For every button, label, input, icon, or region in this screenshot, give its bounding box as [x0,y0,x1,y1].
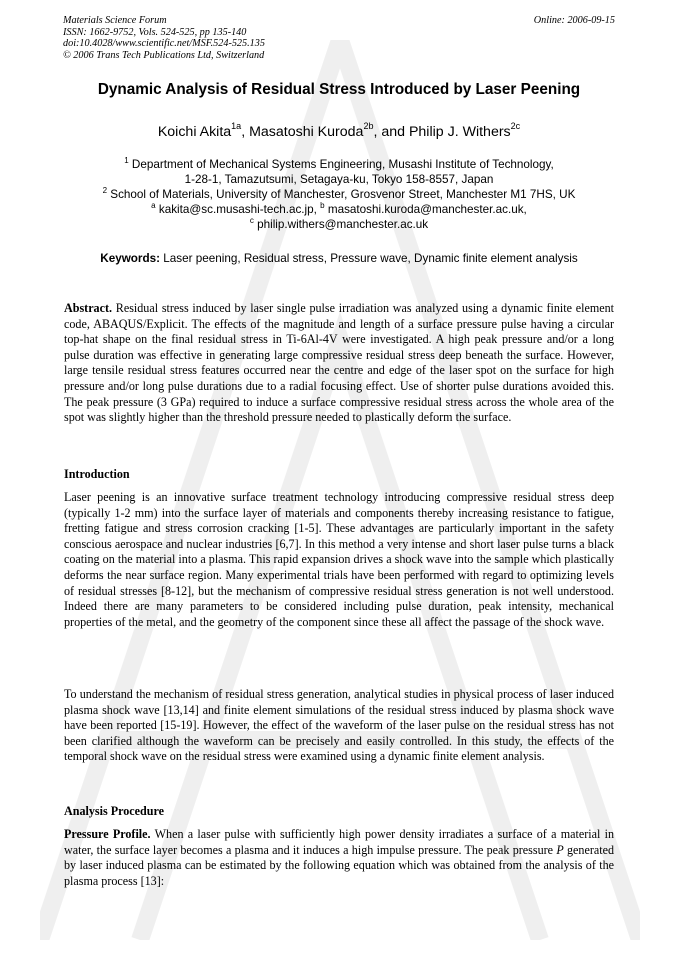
affiliation-superscript: 1 [124,156,129,165]
affiliation-2 [0,187,678,202]
keywords-label: Keywords: [100,252,161,265]
email-superscript: a [151,201,156,210]
author-superscript: 2c [510,121,521,131]
author-superscript: 1a [231,121,242,131]
author-list [0,121,678,140]
author-superscript: 2b [363,121,374,131]
paper-title: Dynamic Analysis of Residual Stress Introduced by Laser Peening [97,81,581,98]
paragraph-text: When a laser pulse with sufficiently high power density irradiates a surface of a material in water, the surface layer becomes a plasma and it induces a high impulse pressure. The peak pressure [64,827,615,857]
keywords [0,252,678,265]
section-heading-analysis-procedure: Analysis Procedure [64,804,164,818]
email-address: philip.withers@manchester.ac.uk [253,218,429,231]
online-date: Online: 2006-09-15 [533,15,615,26]
introduction-paragraph-2: To understand the mechanism of residual stress generation, analytical studies in physical process of laser induced plasma shock wave [13,14] and finite element simulations of the residual stress induced by plasma shock wave have been reported [15-19]. However, the effect of the waveform of the laser pulse on the residual stress has not been clarified although the waveform can be precisely and easily controlled. In this study, the effects of the temporal shock wave on the residual stress were examined using a dynamic finite element analysis. [64,687,614,764]
runin-heading: Pressure Profile. [64,827,151,841]
author-name: Masatoshi Kuroda [249,124,364,140]
affiliation-text: School of Materials, University of Manchester, Grosvenor Street, Manchester M1 7HS, UK [107,188,576,201]
email-line-2 [0,217,678,232]
journal-header [63,15,265,61]
author-separator: , and [373,124,409,140]
affiliations [0,157,678,232]
abstract [64,301,614,426]
journal-name: Materials Science Forum [63,15,167,26]
email-line-1 [0,202,678,217]
affiliation-text: Department of Mechanical Systems Engineering, Musashi Institute of Technology, [128,158,554,171]
affiliation-1 [0,157,678,172]
email-address: kakita@sc.musashi-tech.ac.jp, [155,203,321,216]
author-name: Koichi Akita [157,124,232,140]
issn-line: ISSN: 1662-9752, Vols. 524-525, pp 135-140 [63,26,247,38]
abstract-label: Abstract. [64,301,113,315]
keywords-text: Laser peening, Residual stress, Pressure wave, Dynamic finite element analysis [160,252,578,265]
affiliation-1-address: 1-28-1, Tamazutsumi, Setagaya-ku, Tokyo 158-8557, Japan [184,173,494,186]
copyright-line: © 2006 Trans Tech Publications Ltd, Switzerland [63,49,265,61]
abstract-text: Residual stress induced by laser single pulse irradiation was analyzed using a dynamic finite element code, ABAQUS/Explicit. The effects of the magnitude and length of a surface pressure pulse having a circular top-hat shape on the final residual stress in Ti-6Al-4V were investigated. A high peak pressure and/or a long pulse duration was effective in generating large compressive residual stress deep beneath the surface. However, large tensile residual stress features occurred near the centre and edge of the laser spot on the surface for high pressure and/or long pulse durations due to a radial focusing effect. Use of shorter pulse durations avoided this. The peak pressure (3 GPa) required to induce a surface compressive residual stress across the whole area of the spot was slightly higher than the threshold pressure needed to plastically deform the surface. [64,301,614,425]
section-heading-introduction: Introduction [64,467,130,481]
email-superscript: c [249,216,254,225]
affiliation-superscript: 2 [102,186,108,195]
email-address: masatoshi.kuroda@manchester.ac.uk, [324,203,527,216]
author-name: Philip J. Withers [408,124,511,140]
introduction-paragraph-1: Laser peening is an innovative surface treatment technology introducing compressive residual stress deep (typically 1-2 mm) into the surface layer of materials and components thereby increasing resistance to fatigue, fretting fatigue and stress corrosion cracking [1-5]. These advantages are particularly important in the safety conscious aerospace and nuclear industries [6,7]. In this method a very intense and short laser pulse turns a black coating on the material into a plasma. This rapid expansion drives a shock wave into the sample which plastically deforms the near surface region. Many experimental trials have been performed with regard to optimizing levels of residual stresses [8-12], but the mechanism of compressive residual stress generation is not well understood. Indeed there are many parameters to be considered including pulse duration, peak intensity, mechanical properties of the metal, and the geometry of the component since these all affect the passage of the shock wave. [64,490,614,629]
author-separator: , [241,124,250,140]
paragraph-text: generated by laser induced plasma can be estimated by the following equation which was obtained from the analysis of the plasma process [13]: [64,842,615,888]
doi-line: doi:10.4028/www.scientific.net/MSF.524-525.135 [63,38,265,50]
pressure-profile-paragraph [64,827,614,889]
variable-symbol: P [556,842,564,857]
email-superscript: b [320,201,325,210]
